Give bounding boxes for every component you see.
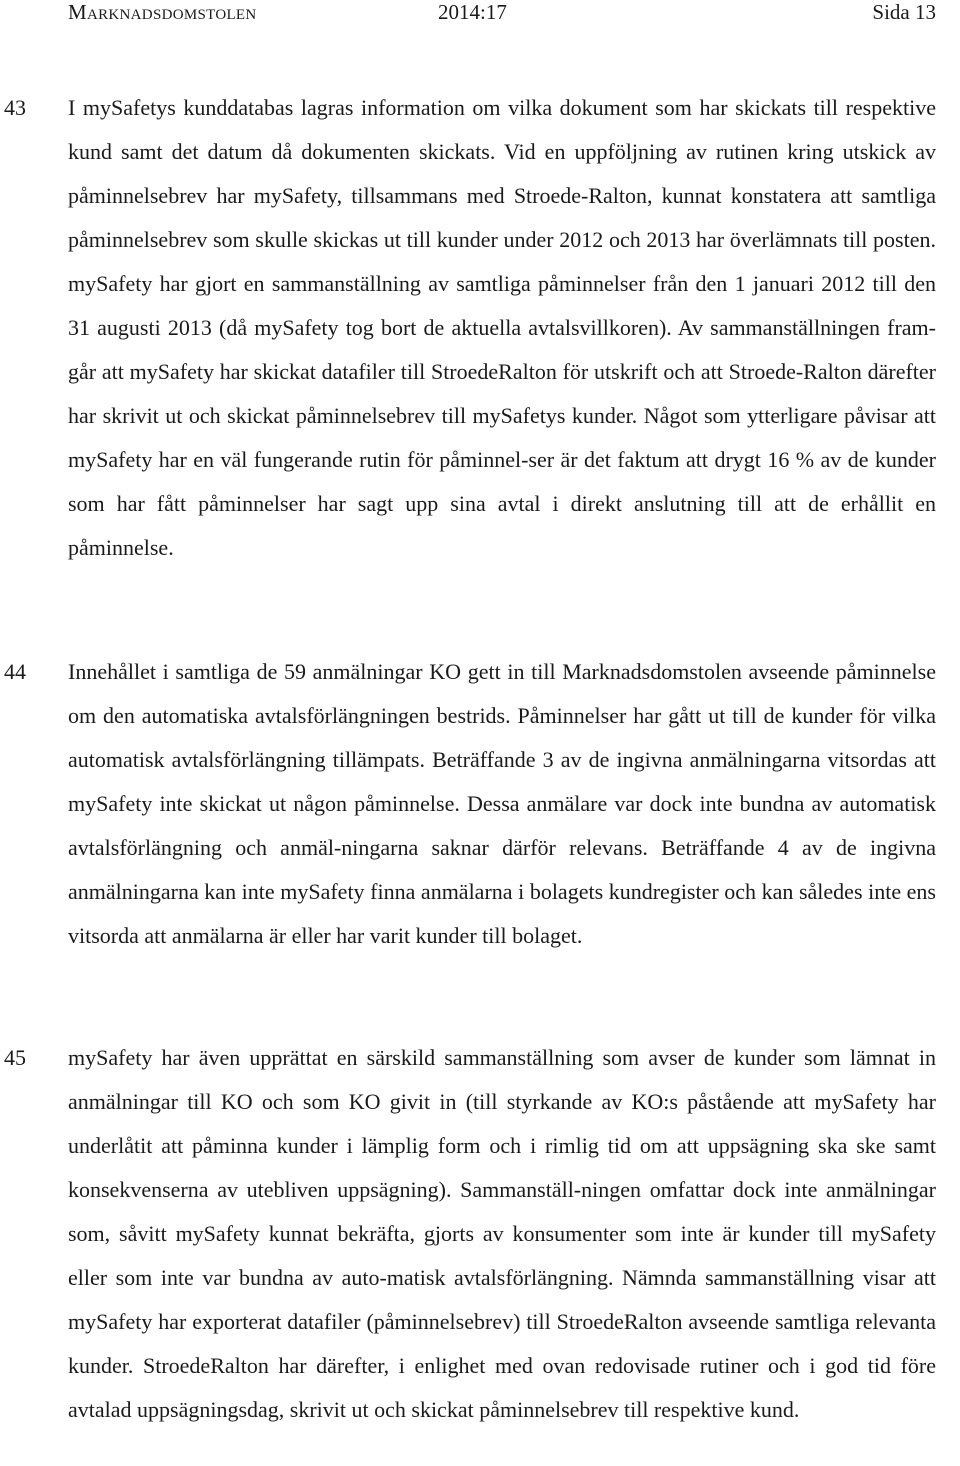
court-name: Marknadsdomstolen <box>68 0 257 24</box>
page-header <box>0 0 960 30</box>
paragraph-text: Innehållet i samtliga de 59 anmälningar KO gett in till Marknadsdomstolen avseende påminnelse om den automatiska avtalsförlängningen bestrids. Påminnelser har gått ut till de kunder för vilka automatisk avtalsförlängning tillämpats. Beträffande 3 av de ingivna anmälningarna vitsordas att mySafety inte skickat ut någon påminnelse. Dessa anmälare var dock inte bundna av automatisk avtalsförlängning och anmäl-ningarna saknar därför relevans. Beträffande 4 av de ingivna anmälningarna kan inte mySafety finna anmälarna i bolagets kundregister och kan således inte ens vitsorda att anmälarna är eller har varit kunder till bolaget. <box>68 659 936 948</box>
paragraph-text: mySafety har även upprättat en särskild sammanställning som avser de kunder som lämnat in anmälningar till KO och som KO givit in (till styrkande av KO:s påstående att mySafety har underlåtit att påminna kunder i lämplig form och i rimlig tid om att uppsägning ska ske samt konsekvenserna av utebliven uppsägning). Sammanställ-ningen omfattar dock inte anmälningar som, såvitt mySafety kunnat bekräfta, gjorts av konsumenter som inte är kunder till mySafety eller som inte var bundna av auto-matisk avtalsförlängning. Nämnda sammanställning visar att mySafety har exporterat datafiler (påminnelsebrev) till StroedeRalton avseende samtliga relevanta kunder. StroedeRalton har därefter, i enlighet med ovan redovisade rutiner och i god tid före avtalad uppsägningsdag, skrivit ut och skickat påminnelsebrev till respektive kund. <box>68 1045 936 1422</box>
paragraph-number: 43 <box>4 95 26 120</box>
paragraph-text: I mySafetys kunddatabas lagras information om vilka dokument som har skickats till respektive kund samt det datum då dokumenten skickats. Vid en uppföljning av rutinen kring utskick av påminnelsebrev har mySafety, tillsammans med Stroede-Ralton, kunnat konstatera att samtliga påminnelsebrev som skulle skickas ut till kunder under 2012 och 2013 har överlämnats till posten. mySafety har gjort en sammanställning av samtliga påminnelser från den 1 januari 2012 till den 31 augusti 2013 (då mySafety tog bort de aktuella avtalsvillkoren). Av sammanställningen fram-går att mySafety har skickat datafiler till StroedeRalton för utskrift och att Stroede-Ralton därefter har skrivit ut och skickat påminnelsebrev till mySafetys kunder. Något som ytterligare påvisar att mySafety har en väl fungerande rutin för påminnel-ser är det faktum att drygt 16 % av de kunder som har fått påminnelser har sagt upp sina avtal i direkt anslutning till att de erhållit en påminnelse. <box>68 95 936 560</box>
paragraph-number: 44 <box>4 659 26 684</box>
case-number: 2014:17 <box>438 0 507 24</box>
page-number: Sida 13 <box>872 0 936 24</box>
paragraph-number: 45 <box>4 1045 26 1070</box>
